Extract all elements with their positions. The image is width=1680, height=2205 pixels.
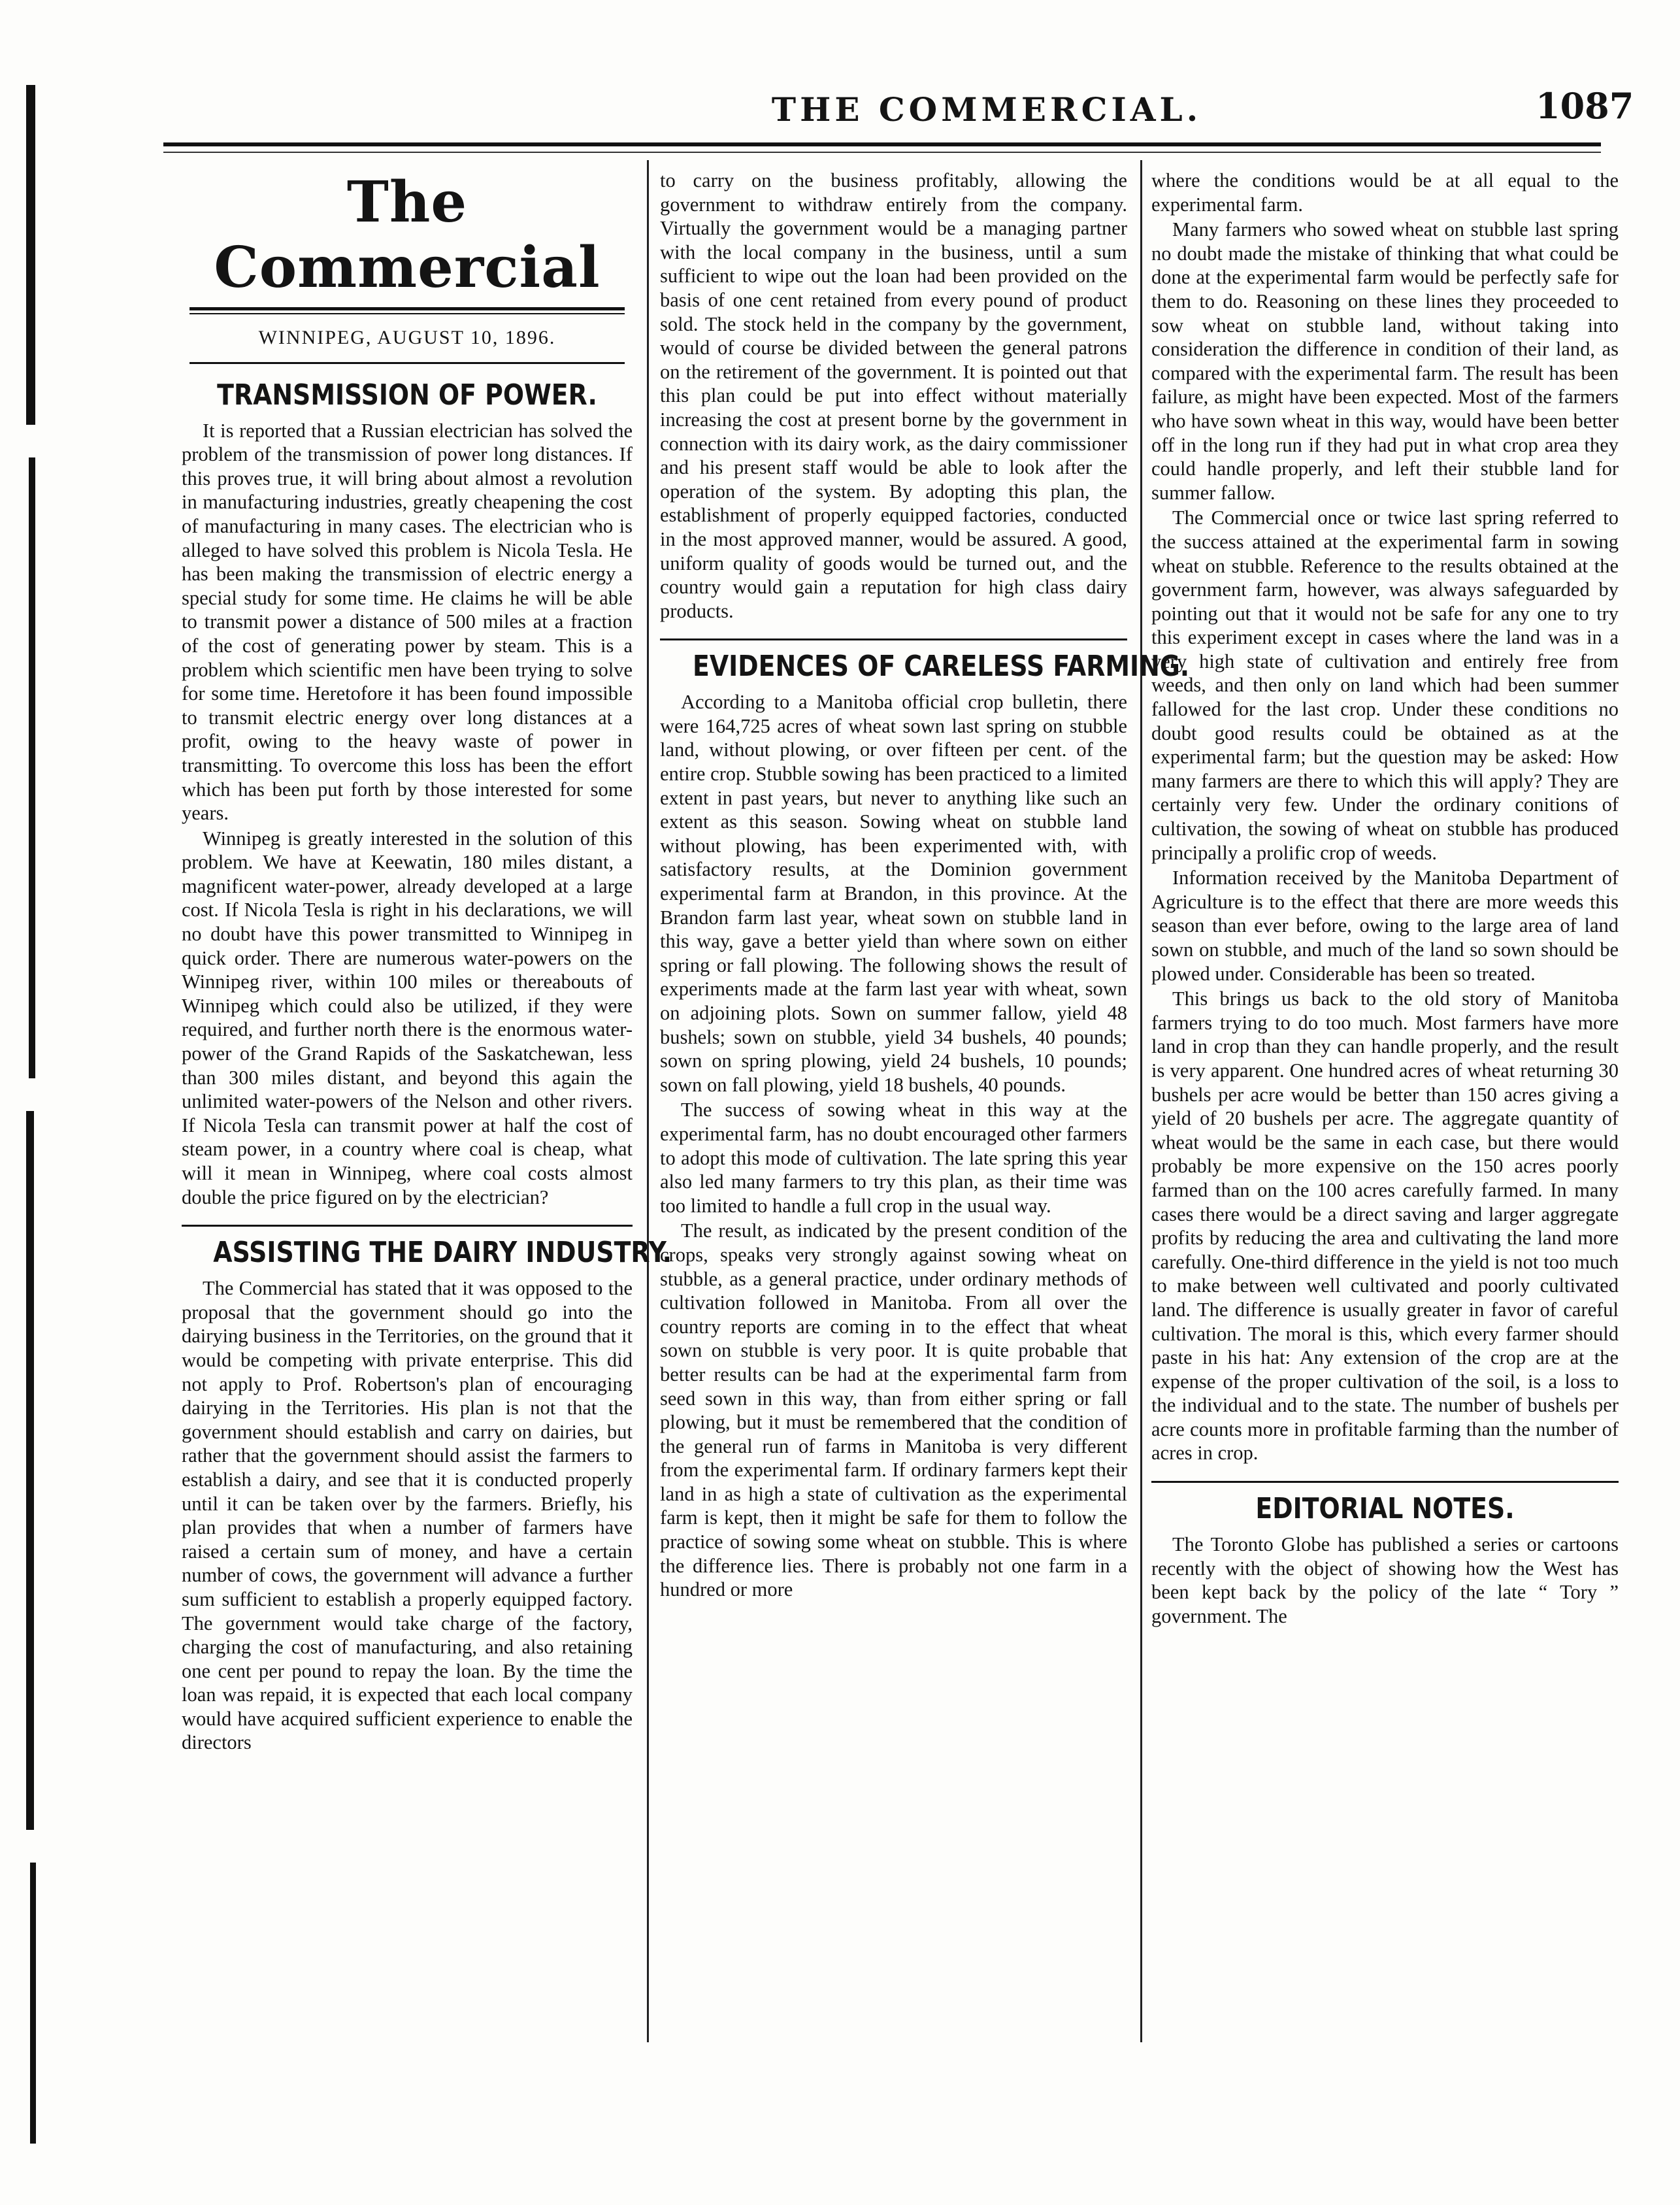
headline-editorial: EDITORIAL NOTES. [1255, 1492, 1515, 1526]
header-rule [163, 142, 1601, 146]
binding-edge-mark [30, 1863, 36, 2144]
section-rule [660, 638, 1127, 640]
header-rule-thin [163, 152, 1601, 153]
headline-transmission: TRANSMISSION OF POWER. [217, 378, 597, 412]
binding-edge-mark [29, 457, 35, 1078]
article-paragraph: This brings us back to the old story of Manitoba farmers trying to do too much. Most farmers have more land in crop than they can handle properly, and the result is very apparent. One hundred acres of wheat returning 30 bushels per acre would be better than 150 acres giving a yield of 20 bushels per acre. The aggregate quantity of wheat would be the same in each case, but there would probably be more expensive on the 150 acres poorly farmed than on the 100 acres carefully farmed. In many cases there would be a direct saving and larger aggregate profits by reducing the area and cultivating the land more carefully. One-third difference in the yield is not too much to make between well cultivated and poorly cultivated land. The difference is usually greater in favor of careful cultivation. The moral is this, which every farmer should paste in his hat: Any extension of the crop are at the expense of the proper cultivation of the soil, is a loss to the individual and to the state. The number of bushels per acre counts more in profitable farming than the number of acres in crop. [1151, 987, 1619, 1465]
running-head: THE COMMERCIAL. [771, 90, 1202, 129]
column-rule [1140, 160, 1142, 2042]
dateline: WINNIPEG, AUGUST 10, 1896. [258, 327, 556, 348]
article-paragraph: Winnipeg is greatly interested in the solution of this problem. We have at Keewatin, 180 miles distant, a magnificent water-power, already developed at a large cost. If Nicola Tesla is right in his declarations, we will no doubt have this power transmitted to Winnipeg in quick order. There are numerous water-powers on the Winnipeg river, within 100 miles or thereabouts of Winnipeg which could also be utilized, if they were required, and further north there is the enormous water-power of the Grand Rapids of the Saskatchewan, less than 300 miles distant, and beyond this again the unlimited water-powers of the Nelson and other rivers. If Nicola Tesla can transmit power at half the cost of steam power, in a country where coal is cheap, what will it mean in Winnipeg, where coal costs almost double the price figured on by the electrician? [182, 827, 633, 1208]
column-1 [182, 169, 672, 1755]
masthead-rule-thin [189, 313, 625, 314]
article-paragraph: Many farmers who sowed wheat on stubble last spring no doubt made the mistake of thinking that what could be done at the experimental farm would be perfectly safe for them to do. Reasoning on these lines they proceeded to sow wheat on stubble land, without taking into consideration the difference in condition of their land, as compared with the experimental farm. The result has been failure, as might have been expected. Most of the farmers who have sown wheat in this way, would have been better off in the long run if they had put in what crop area they could handle properly, and left their stubble land for summer fallow. [1151, 218, 1619, 504]
section-rule [1151, 1481, 1619, 1483]
article-paragraph: Information received by the Manitoba Department of Agriculture is to the effect that there are more weeds this season than ever before, owing to the large area of land sown on stubble, and much of the land so sown should be plowed under. Considerable has been so treated. [1151, 867, 1619, 985]
masthead-rule [189, 307, 625, 310]
headline-dairy: ASSISTING THE DAIRY INDUSTRY. [213, 1236, 672, 1270]
dateline-rule [189, 362, 625, 364]
article-paragraph: The Commercial has stated that it was opposed to the proposal that the government should go into the dairying business in the Territories, on the ground that it would be competing with private enterprise. This did not apply to Prof. Robertson's plan of encouraging dairying in the Territories. His plan is not that the government should establish and carry on dairies, but rather that the government should assist the farmers to establish a dairy, and see that it is conducted properly until it can be taken over by the farmers. Briefly, his plan provides that when a number of farmers have raised a certain sum of money, and have a certain number of cows, the government will advance a further sum sufficient to establish a properly equipped factory. The government would take charge of the factory, charging the cost of manufacturing, and also retaining one cent per pound to repay the loan. By the time the loan was repaid, it is expected that each local company would have acquired sufficient experience to enable the directors [182, 1277, 633, 1754]
article-paragraph: It is reported that a Russian electrician has solved the problem of the transmission of power long distances. If this proves true, it will bring about almost a revolution in manufacturing industries, greatly cheapening the cost of manufacturing in many cases. The electrician who is alleged to have solved this problem is Nicola Tesla. He has been making the transmission of electric energy a special study for some time. He claims he will be able to transmit power a distance of 500 miles at a fraction of the cost of generating power by steam. This is a problem which scientific men have been trying to solve for some time. Heretofore it has been found impossible to transmit electric energy over long distances at a profit, owing to the heavy waste of power in transmitting. To overcome this loss has been the effort which has been put forth by those interested for some years. [182, 419, 633, 825]
article-paragraph: The success of sowing wheat in this way at the experimental farm, has no doubt encouraged other farmers to adopt this mode of cultivation. The late spring this year also led many farmers to try this plan, as their time was too limited to handle a full crop in the usual way. [660, 1099, 1127, 1217]
binding-edge-mark [26, 1111, 34, 1830]
article-paragraph: The result, as indicated by the present condition of the crops, speaks very strongly against sowing wheat on stubble, as a general practice, under ordinary methods of cultivation followed in Manitoba. From all over the country reports are coming in to the effect that wheat sown on stubble is very poor. It is quite probable that better results can be had at the experimental farm from seed sown in this way, than from either spring or fall plowing, but it must be remembered that the condition of the general run of farms in Manitoba is very different from the experimental farm. If ordinary farmers kept their land in as high a state of cultivation as the experimental farm is kept, then it might be safe for them to follow the practice of sowing some wheat on stubble. This is where the difference lies. There is probably not one farm in a hundred or more [660, 1219, 1127, 1601]
column-3 [1151, 169, 1619, 1628]
article-paragraph: where the conditions would be at all equal to the experimental farm. [1151, 169, 1619, 216]
article-paragraph: According to a Manitoba official crop bulletin, there were 164,725 acres of wheat sown last spring on stubble land, without plowing, or over fifteen per cent. of the entire crop. Stubble sowing has been practiced to a limited extent in past years, but never to anything like such an extent as this season. Sowing wheat on stubble land without plowing, has been experimented with, with satisfactory results, at the Dominion government experimental farm at Brandon, in this province. At the Brandon farm last year, wheat sown on stubble land in this way, gave a better yield than where sown on either spring or fall plowing. The following shows the result of experiments made at the farm last year with wheat, sown on adjoining plots. Sown on summer fallow, yield 48 bushels; sown on stubble, yield 34 bushels, 40 pounds; sown on spring plowing, yield 24 bushels, 10 pounds; sown on fall plowing, yield 18 bushels, 40 pounds. [660, 691, 1127, 1096]
binding-edge-mark [26, 85, 35, 425]
headline-farming: EVIDENCES OF CARELESS FARMING. [693, 650, 1190, 684]
masthead: The Commercial [214, 169, 601, 301]
article-paragraph: The Commercial once or twice last spring referred to the success attained at the experimental farm in sowing wheat on stubble. Reference to the results obtained at the government farm, however, was always safeguarded by pointing out that it would not be safe for any one to try this experiment except in cases where the land was in a very high state of cultivation and entirely free from weeds, and then only on land which had been summer fallowed for the last crop. Under these conditions no doubt good results could be obtained as at the experimental farm; but the question may be asked: How many farmers are there to which this will apply? They are certainly very few. Under the ordinary conitions of cultivation, the sowing of wheat on stubble has produced principally a prolific crop of weeds. [1151, 506, 1619, 864]
article-paragraph: The Toronto Globe has published a series or cartoons recently with the object of showing how the West has been kept back by the policy of the late “ Tory ” government. The [1151, 1533, 1619, 1627]
section-rule [182, 1225, 633, 1227]
column-2 [660, 169, 1190, 1602]
article-paragraph: to carry on the business profitably, allowing the government to withdraw entirely from the company. Virtually the government would be a managing partner with the local company in the business, until a sum sufficient to wipe out the loan had been provided on the basis of one cent retained from every pound of product sold. The stock held in the company by the government, would of course be divided between the general patrons on the retirement of the government. It is pointed out that this plan could be put into effect without materially increasing the cost at present borne by the government in connection with its dairy work, as the dairy commissioner and his present staff would be able to look after the operation of the system. By adopting this plan, the establishment of properly equipped factories, conducted in the most approved manner, would be assured. A good, uniform quality of goods would be turned out, and the country would gain a reputation for high class dairy products. [660, 169, 1127, 622]
column-rule [647, 160, 649, 2042]
page-number: 1087 [1536, 85, 1634, 127]
